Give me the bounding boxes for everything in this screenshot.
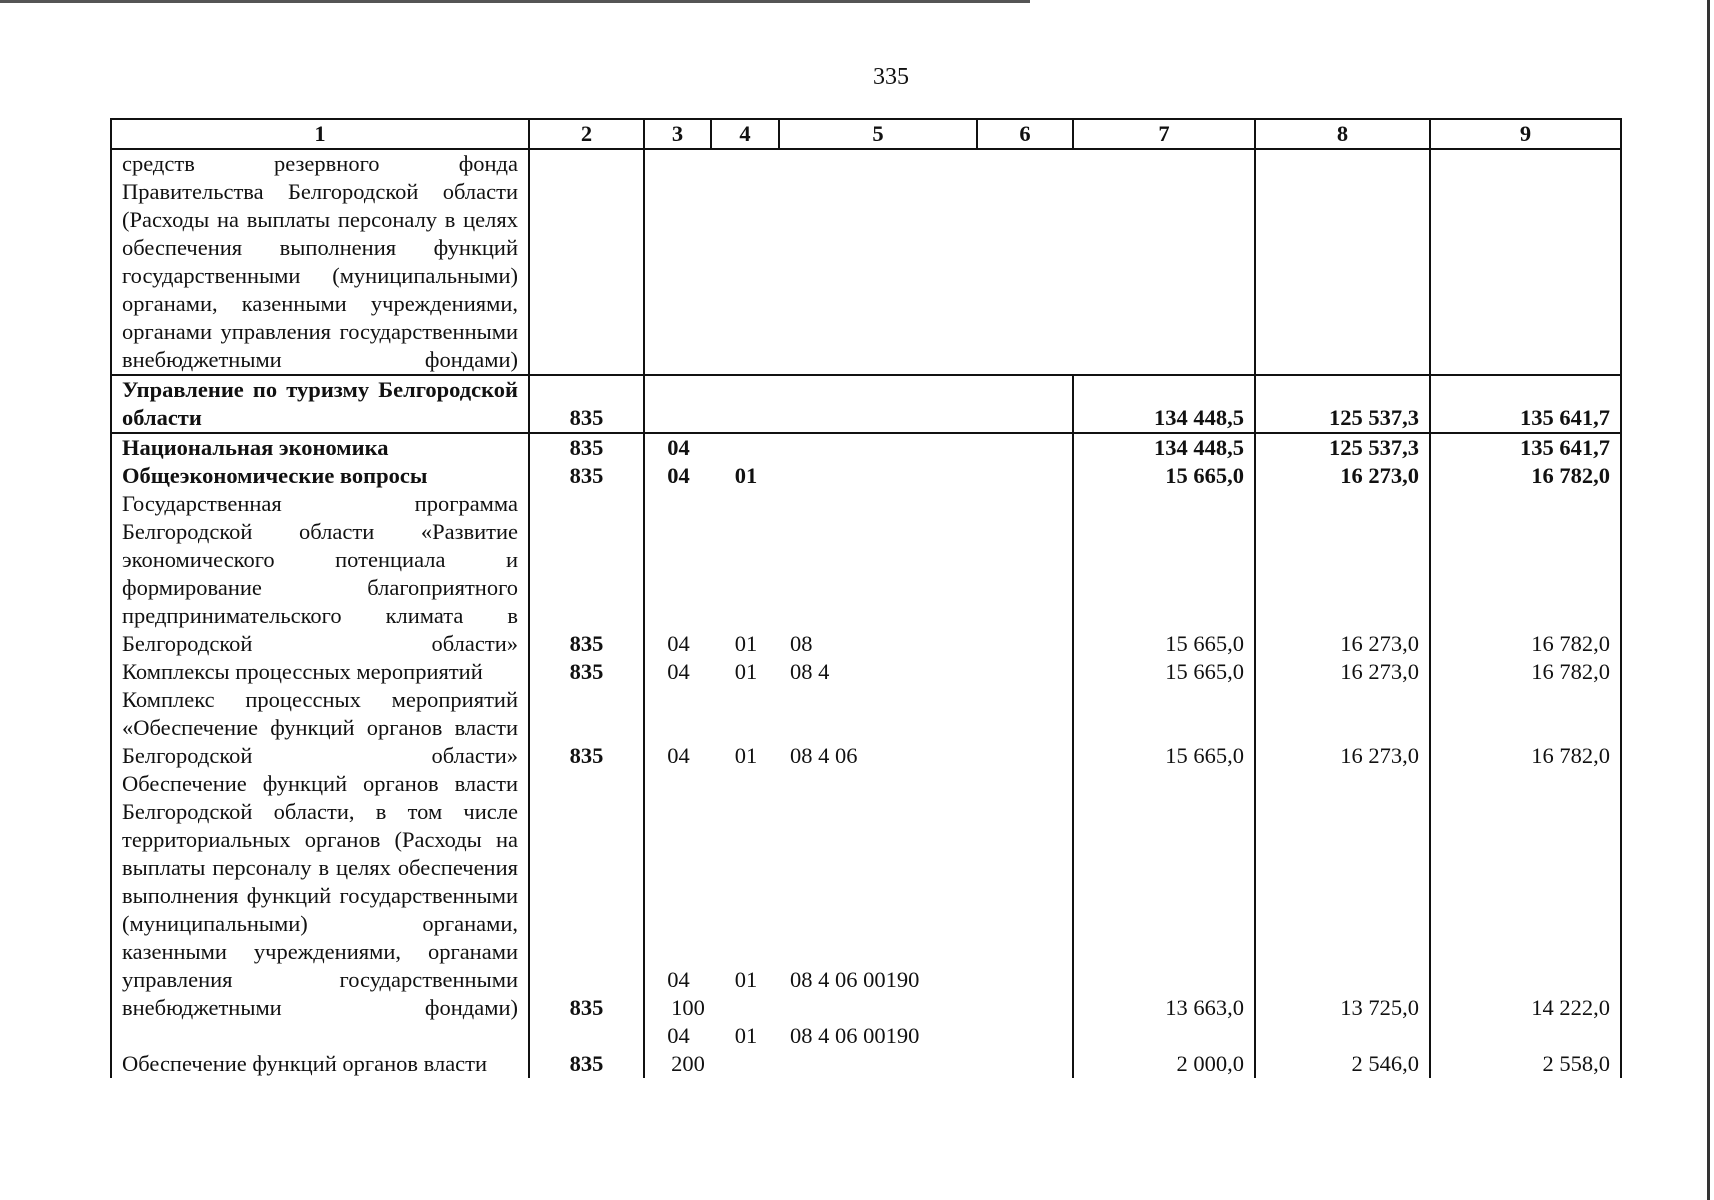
header-row [111, 119, 1621, 149]
cell-col3: 04 [667, 1023, 690, 1048]
cell-col4: 01 [734, 1023, 758, 1048]
table-row [111, 433, 1621, 462]
cell-col4: 01 [734, 463, 758, 488]
row-description: Комплекс процессных мероприятий «Обеспечение функций органов власти Белгородской области» [111, 686, 529, 770]
cell-col9 [1430, 149, 1621, 375]
table-row [111, 462, 1621, 490]
cell-col2: 835 [529, 490, 644, 658]
table-row [111, 490, 1621, 658]
cell-col8: 16 273,0 [1255, 686, 1430, 770]
cell-col9: 16 782,0 [1430, 658, 1621, 686]
cell-col2: 835 [529, 1022, 644, 1078]
cell-col2: 835 [529, 433, 644, 462]
cell-col7: 134 448,5 [1073, 375, 1255, 433]
row-description: средств резервного фонда Правительства Белгородской области (Расходы на выплаты персоналу в целях обеспечения выполнения функций государственными (муниципальными) органами, казенными учреждениями, органами управления государственными внебюджетными фондами) [111, 149, 529, 375]
table-row [111, 658, 1621, 686]
cell-col8 [1255, 149, 1430, 375]
cell-col7: 13 663,0 [1073, 770, 1255, 1022]
cell-col9: 14 222,0 [1430, 770, 1621, 1022]
cell-col3: 04 [667, 659, 690, 684]
cell-col3: 04 [667, 463, 690, 488]
cell-col8: 16 273,0 [1255, 658, 1430, 686]
cell-col6: 100 [671, 995, 705, 1020]
cell-col5: 08 4 06 00190 [790, 967, 920, 992]
cell-col2 [529, 149, 644, 375]
table-row [111, 686, 1621, 770]
cell-col3: 04 [667, 435, 690, 460]
col-header-5: 5 [779, 119, 977, 149]
cell-col7: 15 665,0 [1073, 462, 1255, 490]
cell-col4: 01 [734, 631, 758, 656]
row-description: Управление по туризму Белгородской области [111, 375, 529, 433]
cell-col2: 835 [529, 462, 644, 490]
table-row [111, 1022, 1621, 1078]
table-row [111, 770, 1621, 1022]
cell-col9: 135 641,7 [1430, 433, 1621, 462]
cell-col5: 08 [790, 631, 813, 656]
cell-col5: 08 4 06 [790, 743, 858, 768]
table-row [111, 149, 1621, 375]
cell-col3: 04 [667, 743, 690, 768]
col-header-6: 6 [977, 119, 1073, 149]
cell-col7: 2 000,0 [1073, 1022, 1255, 1078]
cell-col8: 125 537,3 [1255, 375, 1430, 433]
cell-col6: 200 [671, 1051, 705, 1076]
cell-col2: 835 [529, 658, 644, 686]
cell-col2: 835 [529, 375, 644, 433]
cell-col8: 16 273,0 [1255, 462, 1430, 490]
cell-col9: 135 641,7 [1430, 375, 1621, 433]
right-scan-edge [1707, 0, 1710, 1200]
cell-span-3-7 [644, 149, 1255, 375]
cell-col7: 15 665,0 [1073, 686, 1255, 770]
cell-col8: 2 546,0 [1255, 1022, 1430, 1078]
col-header-9: 9 [1430, 119, 1621, 149]
cell-col5: 08 4 06 00190 [790, 1023, 920, 1048]
row-description: Комплексы процессных мероприятий [111, 658, 529, 686]
budget-table [110, 118, 1622, 1078]
cell-col7: 15 665,0 [1073, 658, 1255, 686]
cell-col7: 134 448,5 [1073, 433, 1255, 462]
cell-col3: 04 [667, 967, 690, 992]
row-description: Общеэкономические вопросы [111, 462, 529, 490]
row-description: Национальная экономика [111, 433, 529, 462]
cell-col8: 13 725,0 [1255, 770, 1430, 1022]
cell-col4: 01 [734, 967, 758, 992]
col-header-7: 7 [1073, 119, 1255, 149]
row-description: Государственная программа Белгородской области «Развитие экономического потенциала и формирование благоприятного предпринимательского климата в Белгородской области» [111, 490, 529, 658]
cell-col4: 01 [734, 743, 758, 768]
cell-col3: 04 [667, 631, 690, 656]
cell-col9: 16 782,0 [1430, 686, 1621, 770]
cell-col8: 125 537,3 [1255, 433, 1430, 462]
cell-col9: 16 782,0 [1430, 490, 1621, 658]
table-row [111, 375, 1621, 433]
cell-col9: 16 782,0 [1430, 462, 1621, 490]
top-scan-rule [0, 0, 1030, 3]
cell-col5: 08 4 [790, 659, 830, 684]
cell-col2: 835 [529, 770, 644, 1022]
col-header-3: 3 [644, 119, 711, 149]
row-description: Обеспечение функций органов власти Белгородской области, в том числе территориальных органов (Расходы на выплаты персоналу в целях обеспечения выполнения функций государственными (муниципальными) органами, казенными учреждениями, органами управления государственными внебюджетными фондами) [111, 770, 529, 1022]
page-number: 335 [873, 64, 909, 90]
row-description: Обеспечение функций органов власти [111, 1022, 529, 1078]
col-header-4: 4 [711, 119, 779, 149]
cell-col4: 01 [734, 659, 758, 684]
col-header-1: 1 [111, 119, 529, 149]
cell-col9: 2 558,0 [1430, 1022, 1621, 1078]
cell-span-3-6 [644, 375, 1073, 433]
cell-col2: 835 [529, 686, 644, 770]
cell-col8: 16 273,0 [1255, 490, 1430, 658]
cell-col7: 15 665,0 [1073, 490, 1255, 658]
col-header-2: 2 [529, 119, 644, 149]
col-header-8: 8 [1255, 119, 1430, 149]
